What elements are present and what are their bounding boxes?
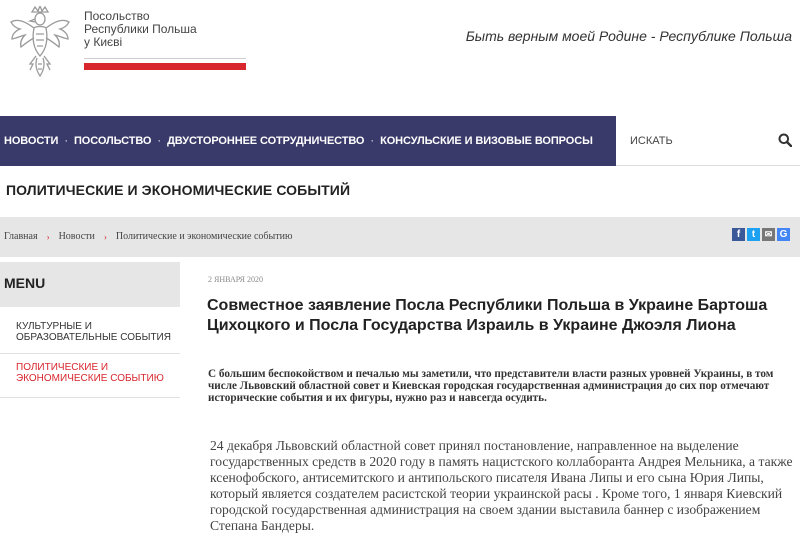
main-nav	[0, 116, 800, 166]
nav-items	[0, 116, 593, 166]
polish-eagle-icon[interactable]	[8, 6, 72, 78]
breadcrumb-current[interactable]: Политические и экономические событию	[115, 231, 293, 242]
embassy-name-line-2: Республики Польша	[84, 22, 197, 36]
breadcrumb-separator: ›	[46, 231, 50, 242]
mail-icon[interactable]: ✉	[762, 228, 775, 241]
brand-underline	[84, 58, 246, 70]
search-box	[616, 116, 800, 166]
article-date: 2 ЯНВАРЯ 2020	[208, 275, 264, 284]
nav-item-news[interactable]: НОВОСТИ	[4, 135, 59, 147]
facebook-icon[interactable]: f	[732, 228, 745, 241]
sidebar-item-label-line: ОБРАЗОВАТЕЛЬНЫЕ СОБЫТИЯ	[16, 332, 171, 343]
breadcrumb-home[interactable]: Главная	[4, 231, 38, 242]
brand-underline-gray	[84, 58, 246, 59]
nav-item-consular[interactable]: КОНСУЛЬСКИЕ И ВИЗОВЫЕ ВОПРОСЫ	[380, 135, 593, 147]
embassy-name[interactable]	[84, 10, 197, 49]
twitter-icon[interactable]: t	[747, 228, 760, 241]
nav-separator: ·	[370, 135, 375, 147]
breadcrumb	[4, 231, 292, 242]
article-title: Совместное заявление Посла Республики Польша в Украине Бартоша Цихоцкого и Посла Государства Израиль в Украине Джоэля Лиона	[207, 297, 768, 334]
article	[188, 262, 800, 536]
breadcrumb-separator: ›	[103, 231, 107, 242]
sidebar-item-label-line: КУЛЬТУРНЫЕ И	[16, 321, 92, 332]
breadcrumb-bar	[0, 217, 800, 257]
nav-separator: ·	[64, 135, 68, 147]
breadcrumb-news[interactable]: Новости	[58, 231, 95, 242]
google-icon[interactable]: G	[777, 228, 790, 241]
nav-item-embassy[interactable]: ПОСОЛЬСТВО	[74, 135, 152, 147]
sidebar-heading-label: MENU	[4, 275, 46, 291]
site-header	[0, 0, 800, 116]
nav-separator: ·	[157, 135, 162, 147]
embassy-name-line-1: Посольство	[84, 9, 150, 23]
sidebar-item-culture[interactable]	[0, 307, 180, 354]
header-motto: Быть верным моей Родине - Республике Польша	[465, 28, 792, 44]
article-lead: С большим беспокойством и печалью мы заметили, что представители власти разных уровней Украины, в том числе Львовский областной совет и Киевская городская государственная администрация до сих пор отмечают исторические события и их фигуры, нужно раз и навсегда осудить.	[208, 368, 774, 404]
sidebar-item-label-line: ПОЛИТИЧЕСКИЕ И	[16, 362, 109, 373]
article-body: 24 декабря Львовский областной совет принял постановление, направленное на выделение государственных средств в 2020 году в память нацистского коллаборанта Андрея Мельника, а также ксенофобского, антисемитского и антипольского писателя Ивана Липы и его сына Юрия Липы, который является создателем расистской теории украинской расы . Кроме того, 1 января Киевский городской государственная администрация на своем здании выставила баннер с изображением Степана Бандеры.	[210, 438, 793, 533]
share-buttons	[732, 228, 790, 241]
nav-item-bilateral[interactable]: ДВУСТОРОННЕЕ СОТРУДНИЧЕСТВО	[167, 135, 365, 147]
sidebar-item-label-line: ЭКОНОМИЧЕСКИЕ СОБЫТИЮ	[16, 373, 164, 384]
search-icon[interactable]	[778, 133, 792, 147]
search-input[interactable]	[630, 133, 770, 149]
sidebar-item-label	[16, 321, 171, 343]
section-title: ПОЛИТИЧЕСКИЕ И ЭКОНОМИЧЕСКИЕ СОБЫТИЙ	[6, 182, 351, 198]
sidebar-heading	[0, 262, 180, 307]
sidebar-item-label	[16, 362, 164, 384]
brand-underline-red	[84, 63, 246, 70]
embassy-name-line-3: у Києві	[84, 35, 123, 49]
sidebar-menu	[0, 262, 180, 398]
sidebar-item-politics[interactable]	[0, 354, 180, 398]
